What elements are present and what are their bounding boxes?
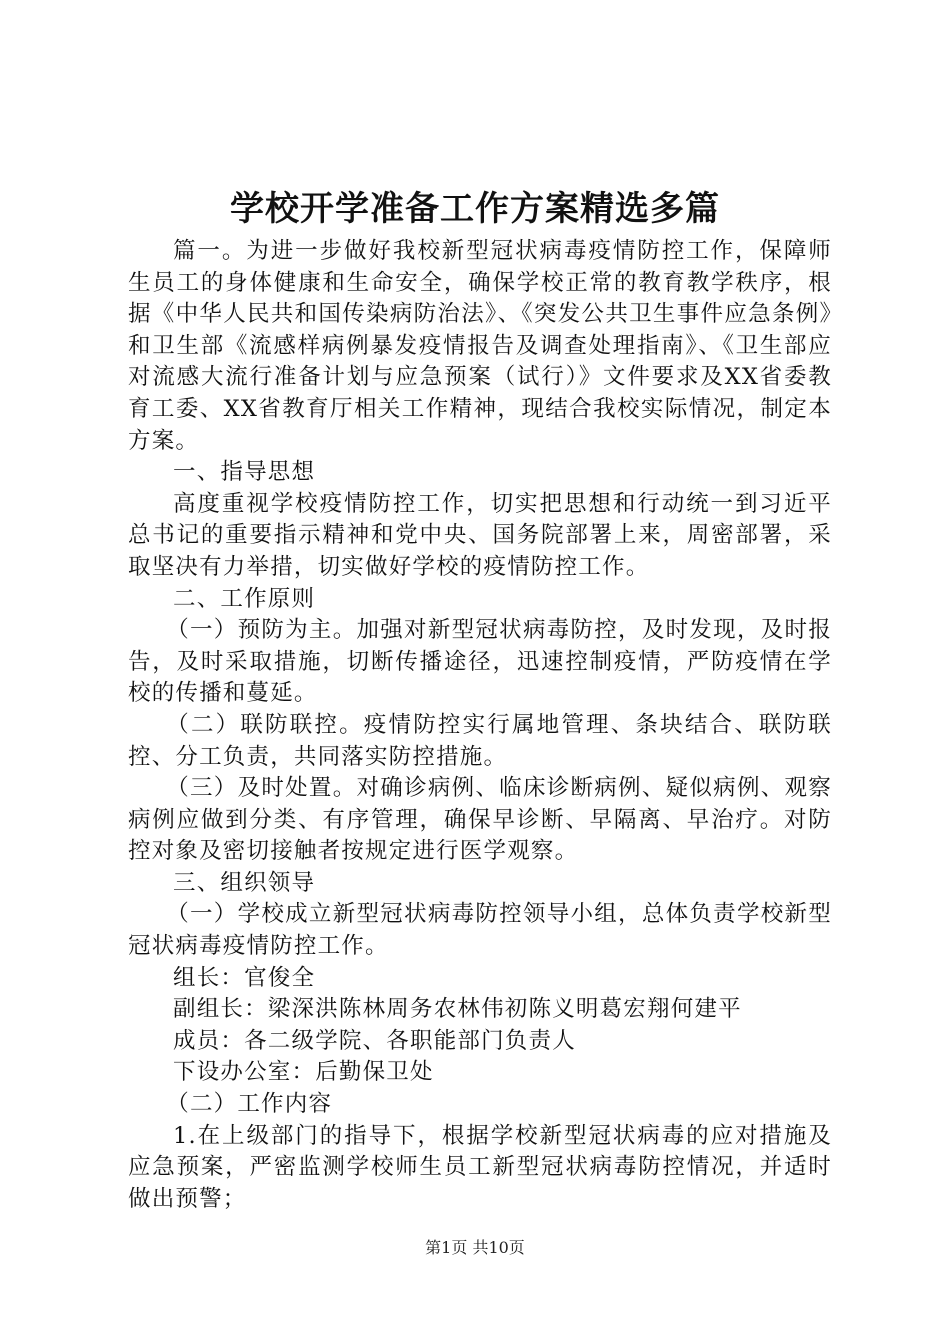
section-heading-work-content: （二）工作内容: [166, 1091, 333, 1118]
page-footer: 第1页 共10页: [425, 1238, 525, 1257]
paragraph-principle-joint-control: （二）联防联控。疫情防控实行属地管理、条块结合、联防联控、分工负责，共同落实防控措施。: [128, 711, 832, 770]
paragraph-office: 下设办公室：后勤保卫处: [173, 1059, 434, 1086]
paragraph-deputy-leaders: 副组长：梁深洪陈林周务农林伟初陈义明葛宏翔何建平: [173, 996, 742, 1023]
paragraph-group-leader: 组长：官俊全: [173, 964, 316, 991]
section-heading-work-principles: 二、工作原则: [173, 585, 316, 612]
paragraph-guiding-ideology: 高度重视学校疫情防控工作，切实把思想和行动统一到习近平总书记的重要指示精神和党中央、国务院部署上来，周密部署，采取坚决有力举措，切实做好学校的疫情防控工作。: [128, 490, 832, 580]
paragraph-leading-group: （一）学校成立新型冠状病毒防控领导小组，总体负责学校新型冠状病毒疫情防控工作。: [128, 901, 832, 960]
section-heading-organization: 三、组织领导: [173, 869, 316, 896]
paragraph-intro: 篇一。为进一步做好我校新型冠状病毒疫情防控工作，保障师生员工的身体健康和生命安全，确保学校正常的教育教学秩序，根据《中华人民共和国传染病防治法》、《突发公共卫生事件应急条例》和卫生部《流感样病例暴发疫情报告及调查处理指南》、《卫生部应对流感大流行准备计划与应急预案（试行）》文件要求及XX省委教育工委、XX省教育厅相关工作精神，现结合我校实际情况，制定本方案。: [128, 238, 832, 454]
document-title: 学校开学准备工作方案精选多篇: [230, 189, 720, 229]
paragraph-principle-prevention: （一）预防为主。加强对新型冠状病毒防控，及时发现，及时报告，及时采取措施，切断传播途径，迅速控制疫情，严防疫情在学校的传播和蔓延。: [128, 617, 832, 707]
paragraph-members: 成员：各二级学院、各职能部门负责人: [173, 1027, 576, 1054]
paragraph-principle-timely-handling: （三）及时处置。对确诊病例、临床诊断病例、疑似病例、观察病例应做到分类、有序管理，确保早诊断、早隔离、早治疗。对防控对象及密切接触者按规定进行医学观察。: [128, 775, 832, 865]
paragraph-work-item-1: 1.在上级部门的指导下，根据学校新型冠状病毒的应对措施及应急预案，严密监测学校师生员工新型冠状病毒防控情况，并适时做出预警；: [128, 1122, 832, 1212]
document-body: [128, 236, 832, 1215]
section-heading-guiding-ideology: 一、指导思想: [173, 459, 316, 486]
